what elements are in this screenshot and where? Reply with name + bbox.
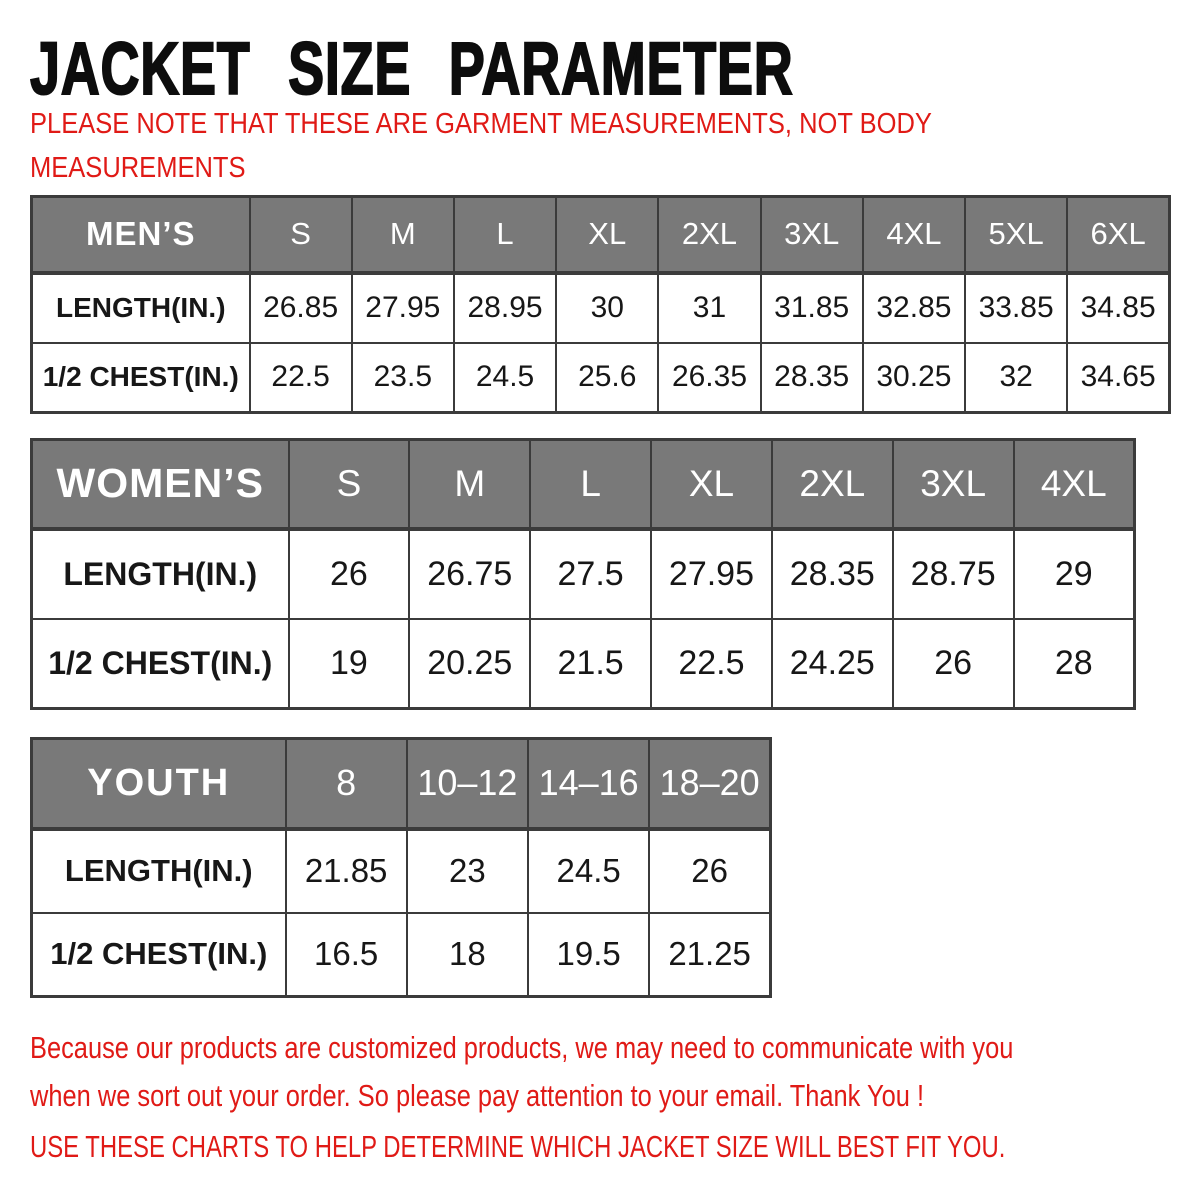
customization-notice	[30, 1030, 1200, 1126]
measurement-cell: 21.25	[649, 913, 770, 997]
measurement-cell: 21.5	[530, 619, 651, 709]
table-row	[32, 343, 1170, 413]
table-header-row	[32, 440, 1135, 529]
measurement-cell: 27.5	[530, 529, 651, 619]
table-row	[32, 273, 1170, 343]
page-title: JACKET SIZE PARAMETER	[30, 27, 794, 110]
measurement-cell: 18	[407, 913, 528, 997]
measurement-cell: 31	[658, 273, 760, 343]
mens-size-header: 3XL	[761, 197, 863, 273]
row-label: 1/2 CHEST(IN.)	[32, 619, 289, 709]
measurement-cell: 28.35	[761, 343, 863, 413]
measurement-cell: 26.85	[250, 273, 352, 343]
mens-size-header: M	[352, 197, 454, 273]
measurement-cell: 28.35	[772, 529, 893, 619]
measurement-cell: 28.95	[454, 273, 556, 343]
mens-group-label: MEN’S	[32, 197, 250, 273]
youth-size-header: 14–16	[528, 739, 649, 829]
mens-size-header: 5XL	[965, 197, 1067, 273]
measurement-cell: 34.65	[1067, 343, 1169, 413]
mens-size-header: S	[250, 197, 352, 273]
youth-size-header: 8	[286, 739, 407, 829]
youth-size-table	[30, 737, 772, 998]
table-row	[32, 913, 771, 997]
measurement-cell: 29	[1014, 529, 1135, 619]
row-label: 1/2 CHEST(IN.)	[32, 343, 250, 413]
youth-size-header: 18–20	[649, 739, 770, 829]
measurement-cell: 21.85	[286, 829, 407, 913]
womens-size-header: 3XL	[893, 440, 1014, 529]
measurement-cell: 28.75	[893, 529, 1014, 619]
measurement-cell: 28	[1014, 619, 1135, 709]
measurement-cell: 19.5	[528, 913, 649, 997]
measurement-cell: 24.5	[528, 829, 649, 913]
mens-size-header: XL	[556, 197, 658, 273]
womens-size-table	[30, 438, 1136, 710]
table-row	[32, 529, 1135, 619]
measurement-cell: 22.5	[651, 619, 772, 709]
note-line: PLEASE NOTE THAT THESE ARE GARMENT MEASUREMENTS, NOT BODY	[30, 108, 932, 140]
measurement-cell: 25.6	[556, 343, 658, 413]
notice-line: when we sort out your order. So please pay attention to your email. Thank You !	[30, 1078, 925, 1113]
mens-size-header: 2XL	[658, 197, 760, 273]
row-label: 1/2 CHEST(IN.)	[32, 913, 286, 997]
table-header-row	[32, 197, 1170, 273]
table-header-row	[32, 739, 771, 829]
womens-size-header: L	[530, 440, 651, 529]
mens-size-header: 6XL	[1067, 197, 1169, 273]
measurement-cell: 16.5	[286, 913, 407, 997]
womens-size-header: M	[409, 440, 530, 529]
womens-size-header: S	[289, 440, 410, 529]
measurement-cell: 22.5	[250, 343, 352, 413]
mens-size-table	[30, 195, 1171, 414]
womens-size-header: 4XL	[1014, 440, 1135, 529]
mens-size-header: L	[454, 197, 556, 273]
table-row	[32, 619, 1135, 709]
womens-size-header: 2XL	[772, 440, 893, 529]
row-label: LENGTH(IN.)	[32, 829, 286, 913]
youth-group-label: YOUTH	[32, 739, 286, 829]
fit-advice-line: USE THESE CHARTS TO HELP DETERMINE WHICH JACKET SIZE WILL BEST FIT YOU.	[30, 1129, 1006, 1164]
womens-size-header: XL	[651, 440, 772, 529]
measurement-cell: 26.75	[409, 529, 530, 619]
measurement-cell: 23.5	[352, 343, 454, 413]
mens-size-header: 4XL	[863, 197, 965, 273]
note-line: MEASUREMENTS	[30, 152, 246, 184]
measurement-cell: 26.35	[658, 343, 760, 413]
measurement-cell: 33.85	[965, 273, 1067, 343]
garment-measurement-note	[30, 108, 1055, 196]
measurement-cell: 20.25	[409, 619, 530, 709]
measurement-cell: 32.85	[863, 273, 965, 343]
womens-group-label: WOMEN’S	[32, 440, 289, 529]
measurement-cell: 24.5	[454, 343, 556, 413]
measurement-cell: 26	[649, 829, 770, 913]
measurement-cell: 34.85	[1067, 273, 1169, 343]
measurement-cell: 24.25	[772, 619, 893, 709]
measurement-cell: 30.25	[863, 343, 965, 413]
measurement-cell: 23	[407, 829, 528, 913]
measurement-cell: 19	[289, 619, 410, 709]
measurement-cell: 27.95	[651, 529, 772, 619]
measurement-cell: 27.95	[352, 273, 454, 343]
table-row	[32, 829, 771, 913]
measurement-cell: 26	[893, 619, 1014, 709]
measurement-cell: 32	[965, 343, 1067, 413]
youth-size-header: 10–12	[407, 739, 528, 829]
measurement-cell: 26	[289, 529, 410, 619]
notice-line: Because our products are customized products, we may need to communicate with you	[30, 1030, 1014, 1065]
row-label: LENGTH(IN.)	[32, 529, 289, 619]
measurement-cell: 30	[556, 273, 658, 343]
measurement-cell: 31.85	[761, 273, 863, 343]
row-label: LENGTH(IN.)	[32, 273, 250, 343]
